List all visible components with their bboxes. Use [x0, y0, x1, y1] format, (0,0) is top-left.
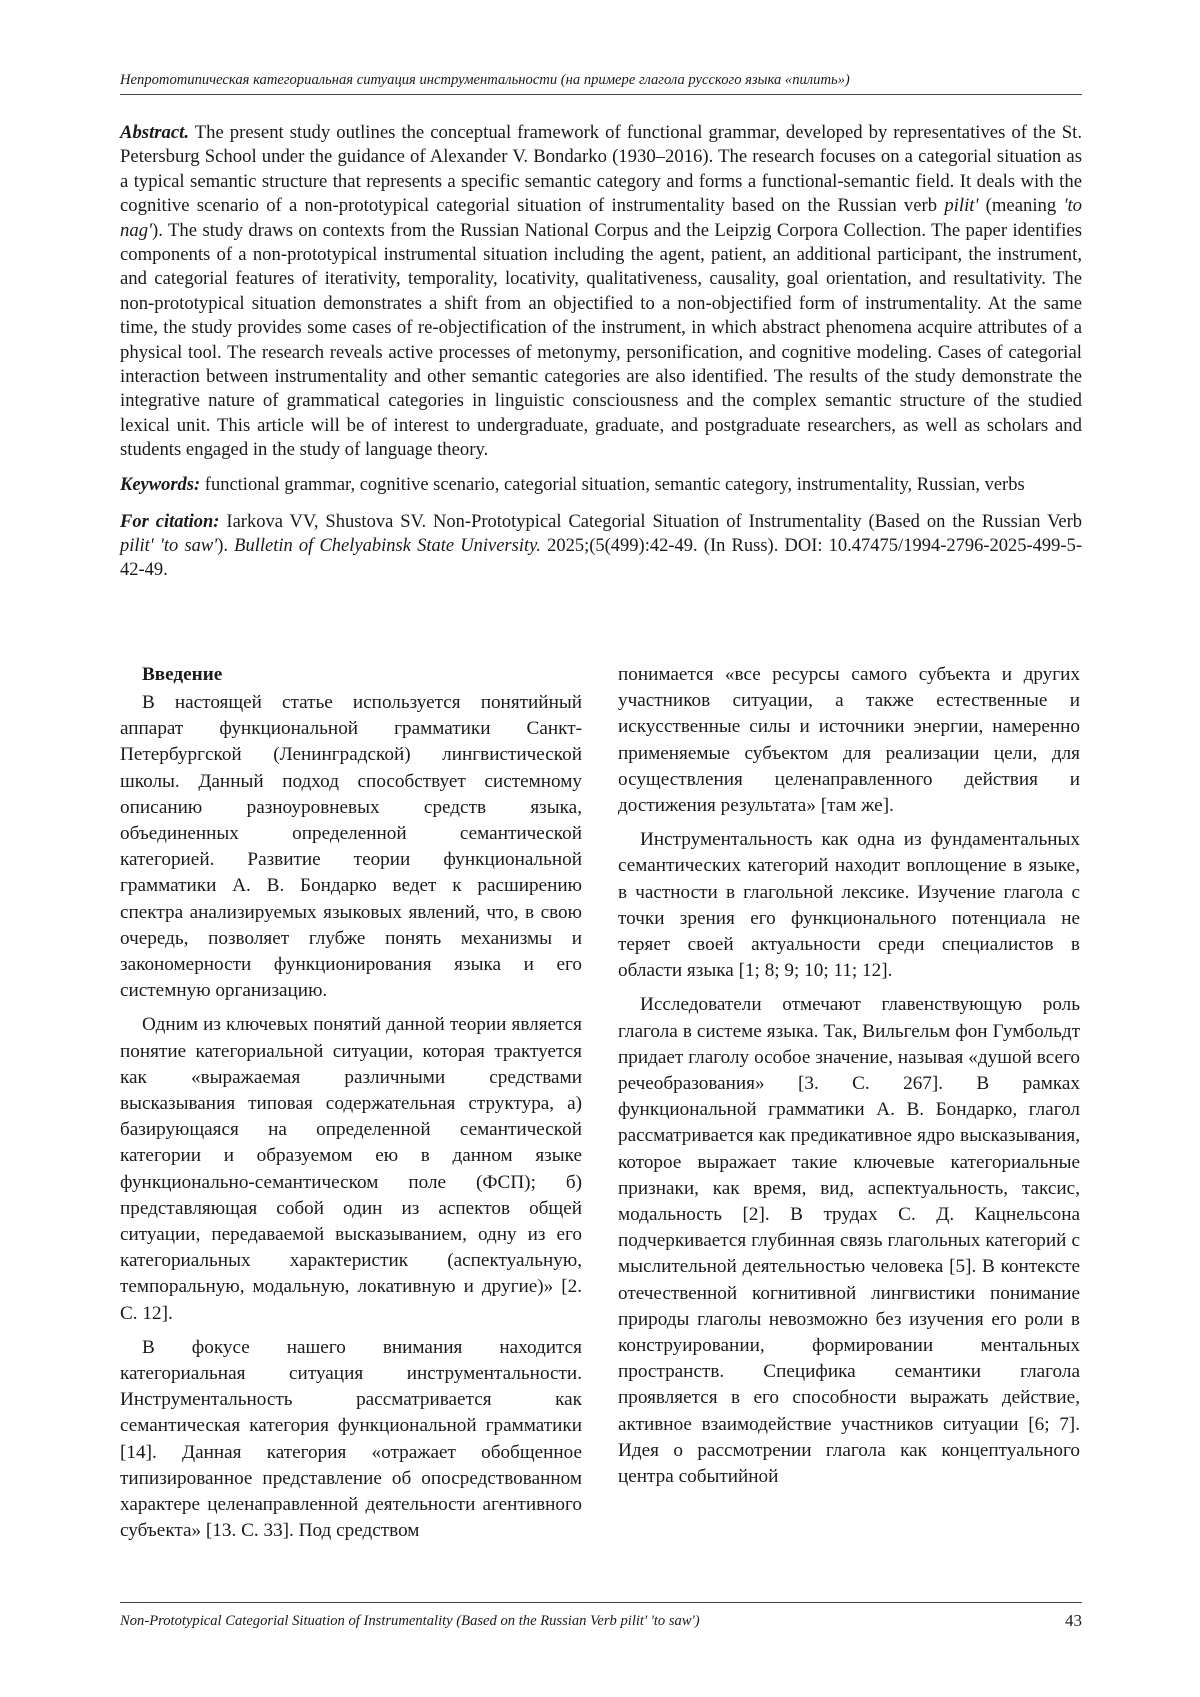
abstract-text-mid: (meaning: [978, 195, 1064, 217]
abstract: [120, 121, 1082, 463]
abstract-meaning: 'to nag': [120, 195, 1082, 241]
citation: [120, 510, 1082, 582]
article-page: [120, 70, 1083, 1542]
citation-journal: Bulletin of Chelyabinsk State University.: [234, 535, 541, 556]
right-column: [618, 662, 1080, 1498]
abstract-text: The present study outlines the conceptual framework of functional grammar, developed by representatives of the St. Petersburg School under the guidance of Alexander V. Bondarko (1930–2016). The research focuses on a categorial situation as a typical semantic structure that represents a specific semantic category and forms a functional-semantic field. It deals with the cognitive scenario of a non-prototypical categorial situation of instrumentality based on the Russian verb: [120, 122, 1083, 217]
keywords-text: functional grammar, cognitive scenario, categorial situation, semantic category, instrumentality, Russian, verbs: [204, 474, 1025, 495]
abstract-verb: pilit': [944, 195, 979, 217]
section-title: Введение: [142, 664, 223, 685]
keywords-label: Keywords:: [120, 474, 201, 495]
abstract-text-end: ). The study draws on contexts from the Russian National Corpus and the Leipzig Corpora Collection. The paper identifies components of a non-prototypical instrumental situation including the agent, patient, an additional participant, the instrument, and categorial features of iterativity, temporality, locativity, qualitativeness, causality, goal orientation, and resultativity. The non-prototypical situation demonstrates a shift from an objectified to a non-objectified form of instrumentality. At the same time, the study provides some cases of re-objectification of the instrument, in which abstract phenomena acquire attributes of a physical tool. The research reveals active processes of metonymy, personification, and cognitive modeling. Cases of categorial interaction between instrumentality and other semantic categories are also identified. The results of the study demonstrate the integrative nature of grammatical categories in linguistic consciousness and the complex semantic structure of the studied lexical unit. This article will be of interest to undergraduate, graduate, and postgraduate researchers, as well as scholars and students engaged in the study of language theory.: [120, 219, 1082, 461]
abstract-label: Abstract.: [120, 122, 190, 143]
page-number: 43: [1065, 1611, 1082, 1630]
running-footer: [120, 1602, 1082, 1631]
footer-title: Non-Prototypical Categorial Situation of Instrumentality (Based on the Russian Verb pilit' 'to saw'): [120, 1613, 700, 1629]
keywords: [120, 473, 1082, 497]
left-column: [120, 662, 582, 1553]
citation-text-start: Iarkova VV, Shustova SV. Non-Prototypical Categorial Situation of Instrumentality (Based on the Russian Verb: [226, 511, 1082, 532]
citation-label: For citation:: [120, 511, 220, 532]
citation-text-end: 2025;(5(499):42-49. (In Russ). DOI: 10.47475/1994-2796-2025-499-5-42-49.: [120, 535, 1082, 580]
running-header: Непрототипическая категориальная ситуация инструментальности (на примере глагола русского языка «пилить»): [120, 70, 1082, 95]
citation-text-mid: ).: [217, 535, 235, 556]
paragraph: В фокусе нашего внимания находится категориальная ситуация инструментальности. Инструментальность рассматривается как семантическая категория функциональной грамматики [14]. Данная категория «отражает обобщенное типизированное представление об опосредствованном характере целенаправленной деятельности агентивного субъекта» [13. С. 33]. Под средством: [120, 1336, 582, 1542]
citation-verb: pilit' 'to saw': [120, 535, 218, 556]
paragraph: Инструментальность как одна из фундаментальных семантических категорий находит воплощение в языке, в частности в глагольной лексике. Изучение глагола с точки зрения его функционального потенциала не теряет своей актуальности среди специалистов в области языка [1; 8; 9; 10; 11; 12].: [618, 829, 1080, 982]
paragraph: Одним из ключевых понятий данной теории является понятие категориальной ситуации, которая трактуется как «выражаемая различными средствами высказывания типовая содержательная структура, а) базирующаяся на определенной семантической категории и образуемом ею в данном языке функционально-семантическом поле (ФСП); б) представляющая собой один из аспектов общей ситуации, передаваемой высказыванием, одну из его категориальных характеристик (аспектуальную, темпоральную, модальную, локативную и другие)» [2. С. 12].: [120, 1014, 582, 1324]
paragraph: понимается «все ресурсы самого субъекта и других участников ситуации, а также естественные и искусственные силы и источники энергии, намеренно применяемые субъектом для реализации цели, для осуществления целенаправленного действия и достижения результата» [там же].: [618, 664, 1080, 817]
paragraph: Исследователи отмечают главенствующую роль глагола в системе языка. Так, Вильгельм фон Гумбольдт придает глаголу особое значение, называя «душой всего речеобразования» [3. С. 267]. В рамках функциональной грамматики А. В. Бондарко, глагол рассматривается как предикативное ядро высказывания, которое выражает такие ключевые категориальные признаки, как время, вид, аспектуальность, таксис, модальность [2]. В трудах С. Д. Кацнельсона подчеркивается глубинная связь глагольных категорий с мыслительной деятельностью человека [5]. В контексте отечественной когнитивной лингвистики понимание природы глаголы невозможно без изучения его роли в конструировании, формировании ментальных пространств. Специфика семантики глагола проявляется в его способности выражать действие, активное взаимодействие участников ситуации [6; 7]. Идея о рассмотрении глагола как концептуального центра событийной: [618, 994, 1080, 1488]
paragraph: В настоящей статье используется понятийный аппарат функциональной грамматики Санкт-Петербургской (Ленинградской) лингвистической школы. Данный подход способствует системному описанию разноуровневых средств языка, объединенных определенной семантической категорией. Развитие теории функциональной грамматики А. В. Бондарко ведет к расширению спектра анализируемых языковых явлений, что, в свою очередь, позволяет глубже понять механизмы и закономерности функционирования языка и его системную организацию.: [120, 692, 582, 1002]
